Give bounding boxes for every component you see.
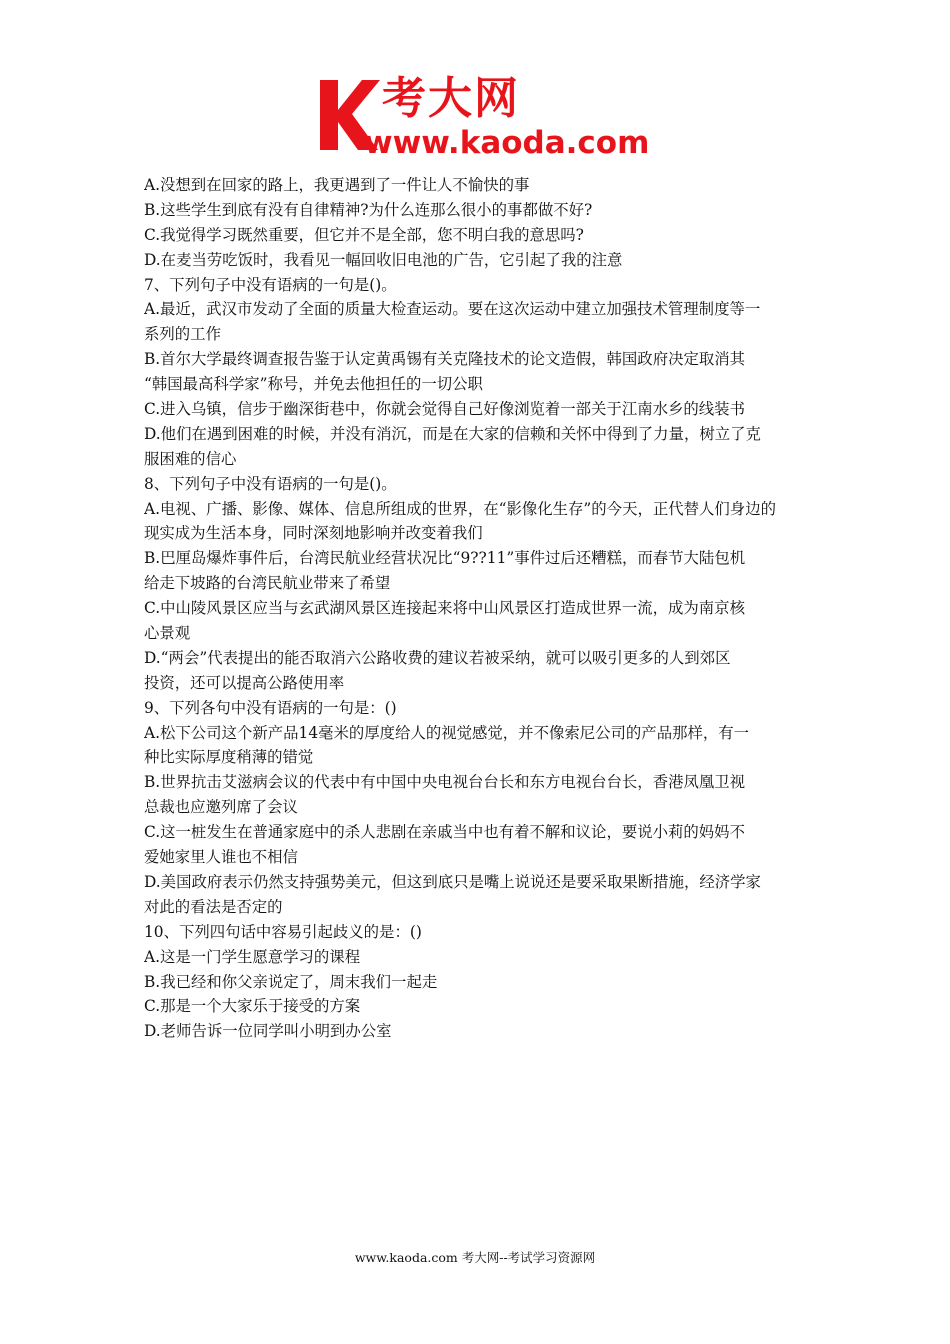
text-line: B.这些学生到底有没有自律精神?为什么连那么很小的事都做不好? (144, 200, 593, 219)
text-line: 服困难的信心 (144, 449, 237, 468)
text-line: 给走下坡路的台湾民航业带来了希望 (144, 574, 391, 593)
text-line: B.巴厘岛爆炸事件后，台湾民航业经营状况比“9??11”事件过后还糟糕，而春节大陆包机 (144, 549, 746, 568)
logo-chinese-name: 考大网 (382, 73, 520, 124)
text-line: 9、下列各句中没有语病的一句是：() (144, 698, 397, 717)
text-line: “韩国最高科学家”称号，并免去他担任的一切公职 (144, 375, 483, 394)
text-line: 种比实际厚度稍薄的错觉 (144, 748, 314, 767)
text-line: D.美国政府表示仍然支持强势美元，但这到底只是嘴上说说还是要采取果断措施，经济学家 (144, 872, 761, 891)
text-line: 对此的看法是否定的 (144, 897, 283, 916)
text-line: A.电视、广播、影像、媒体、信息所组成的世界，在“影像化生存”的今天，正代替人们身边的 (144, 499, 776, 518)
text-line: B.世界抗击艾滋病会议的代表中有中国中央电视台台长和东方电视台台长，香港凤凰卫视 (144, 773, 746, 792)
site-logo[interactable] (316, 73, 650, 166)
text-line: A.这是一门学生愿意学习的课程 (144, 947, 361, 966)
text-line: 投资，还可以提高公路使用率 (144, 673, 345, 692)
text-line: 心景观 (144, 624, 191, 643)
text-line: B.首尔大学最终调查报告鉴于认定黄禹锡有关克隆技术的论文造假，韩国政府决定取消其 (144, 350, 746, 369)
text-line: D.“两会”代表提出的能否取消六公路收费的建议若被采纳，就可以吸引更多的人到郊区 (144, 648, 731, 667)
page-footer: www.kaoda.com 考大网--考试学习资源网 (354, 1250, 596, 1265)
logo-url: www.kaoda.com (364, 125, 650, 161)
text-line: C.进入乌镇，信步于幽深街巷中，你就会觉得自己好像浏览着一部关于江南水乡的线装书 (144, 400, 745, 419)
text-line: C.我觉得学习既然重要，但它并不是全部，您不明白我的意思吗? (144, 225, 584, 244)
text-line: 爱她家里人谁也不相信 (144, 848, 298, 867)
text-line: A.没想到在回家的路上，我更遇到了一件让人不愉快的事 (144, 176, 530, 194)
text-line: C.中山陵风景区应当与玄武湖风景区连接起来将中山风景区打造成世界一流，成为南京核 (144, 599, 745, 618)
text-line: B.我已经和你父亲说定了，周末我们一起走 (144, 972, 438, 991)
document-body (144, 173, 809, 1044)
text-line: A.松下公司这个新产品14毫米的厚度给人的视觉感觉，并不像索尼公司的产品那样，有一 (144, 723, 750, 742)
text-line: 8、下列句子中没有语病的一句是()。 (144, 474, 397, 493)
text-line: D.他们在遇到困难的时候，并没有消沉，而是在大家的信赖和关怀中得到了力量，树立了克 (144, 424, 761, 443)
text-line: C.这一桩发生在普通家庭中的杀人悲剧在亲戚当中也有着不解和议论，要说小莉的妈妈不 (144, 823, 745, 842)
text-line: D.老师告诉一位同学叫小明到办公室 (144, 1022, 392, 1041)
text-line: 总裁也应邀列席了会议 (144, 798, 298, 817)
text-line: C.那是一个大家乐于接受的方案 (144, 997, 361, 1016)
text-line: D.在麦当劳吃饭时，我看见一幅回收旧电池的广告，它引起了我的注意 (144, 250, 623, 269)
text-line: 7、下列句子中没有语病的一句是()。 (144, 275, 397, 294)
text-line: 10、下列四句话中容易引起歧义的是：() (144, 922, 422, 941)
text-line: 系列的工作 (144, 325, 221, 344)
text-line: 现实成为生活本身，同时深刻地影响并改变着我们 (144, 524, 483, 543)
text-line: A.最近，武汉市发动了全面的质量大检查运动。要在这次运动中建立加强技术管理制度等一 (144, 300, 761, 319)
